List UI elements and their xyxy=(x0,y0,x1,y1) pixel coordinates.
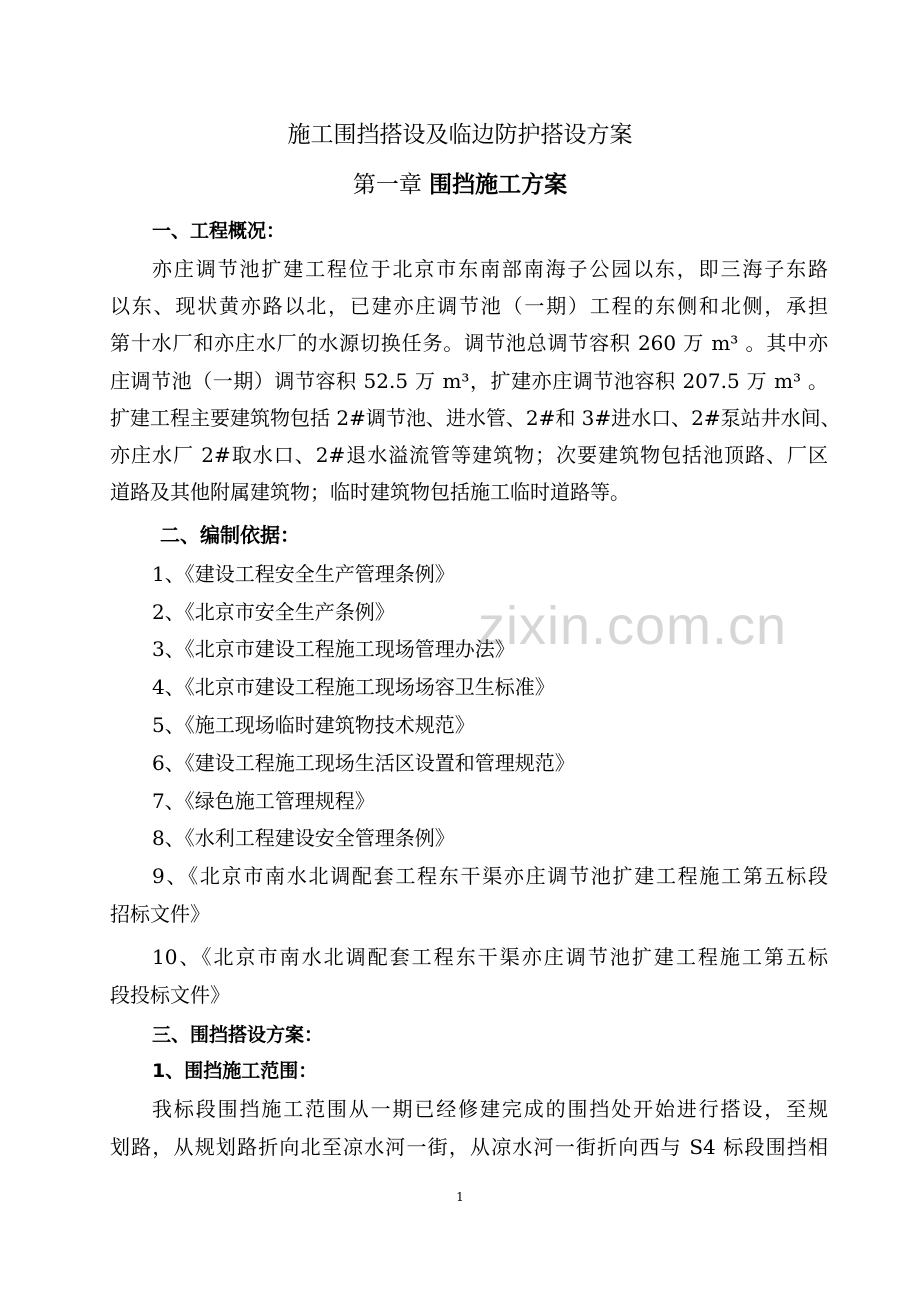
basis-item-9-line: 9、《北京市南水北调配套工程东干渠亦庄调节池扩建工程施工第五标段 xyxy=(152,864,828,888)
basis-item: 4、《北京市建设工程施工现场场容卫生标准》 xyxy=(152,675,555,699)
scope-line: 我标段围挡施工范围从一期已经修建完成的围挡处开始进行搭设，至规 xyxy=(152,1097,828,1121)
overview-line: 道路及其他附属建筑物；临时建筑物包括施工临时道路等。 xyxy=(110,480,630,504)
basis-item: 8、《水利工程建设安全管理条例》 xyxy=(152,826,455,850)
overview-line: 扩建工程主要建筑物包括 2#调节池、进水管、2#和 3#进水口、2#泵站井水间、 xyxy=(110,406,841,430)
basis-heading: 二、编制依据： xyxy=(160,523,300,547)
overview-line: 亦庄调节池扩建工程位于北京市东南部南海子公园以东，即三海子东路 xyxy=(152,257,828,281)
chapter-name: 围挡施工方案 xyxy=(429,172,568,198)
scope-line: 划路，从规划路折向北至凉水河一街，从凉水河一街折向西与 S4 标段围挡相 xyxy=(110,1135,828,1159)
basis-item-10-line: 10、《北京市南水北调配套工程东干渠亦庄调节池扩建工程施工第五标 xyxy=(152,945,828,969)
overview-line: 以东、现状黄亦路以北，已建亦庄调节池（一期）工程的东侧和北侧，承担 xyxy=(110,294,828,318)
overview-line: 第十水厂和亦庄水厂的水源切换任务。调节池总调节容积 260 万 m³ 。其中亦 xyxy=(110,331,828,355)
overview-line: 亦庄水厂 2#取水口、2#退水溢流管等建筑物；次要建筑物包括池顶路、厂区 xyxy=(110,443,828,467)
document-title: 施工围挡搭设及临边防护搭设方案 xyxy=(287,122,633,148)
page-number: 1 xyxy=(456,1190,464,1204)
basis-item: 7、《绿色施工管理规程》 xyxy=(152,789,375,813)
watermark-text: zixin.com.cn xyxy=(478,596,788,656)
overview-line: 庄调节池（一期）调节容积 52.5 万 m³，扩建亦庄调节池容积 207.5 万 m³ 。 xyxy=(110,369,828,393)
overview-heading: 一、工程概况： xyxy=(152,220,286,242)
chapter-heading xyxy=(0,170,920,200)
basis-item-9-line: 招标文件》 xyxy=(110,902,210,926)
basis-item: 6、《建设工程施工现场生活区设置和管理规范》 xyxy=(152,751,575,775)
chapter-number: 第一章 xyxy=(352,172,422,198)
basis-item: 1、《建设工程安全生产管理条例》 xyxy=(152,562,455,586)
basis-item: 2、《北京市安全生产条例》 xyxy=(152,600,395,624)
plan-heading: 三、围挡搭设方案： xyxy=(152,1024,324,1046)
basis-item: 3、《北京市建设工程施工现场管理办法》 xyxy=(152,637,515,661)
basis-item-10-line: 段投标文件》 xyxy=(110,983,230,1007)
basis-item: 5、《施工现场临时建筑物技术规范》 xyxy=(152,713,475,737)
scope-heading: 1、围挡施工范围： xyxy=(152,1060,318,1082)
